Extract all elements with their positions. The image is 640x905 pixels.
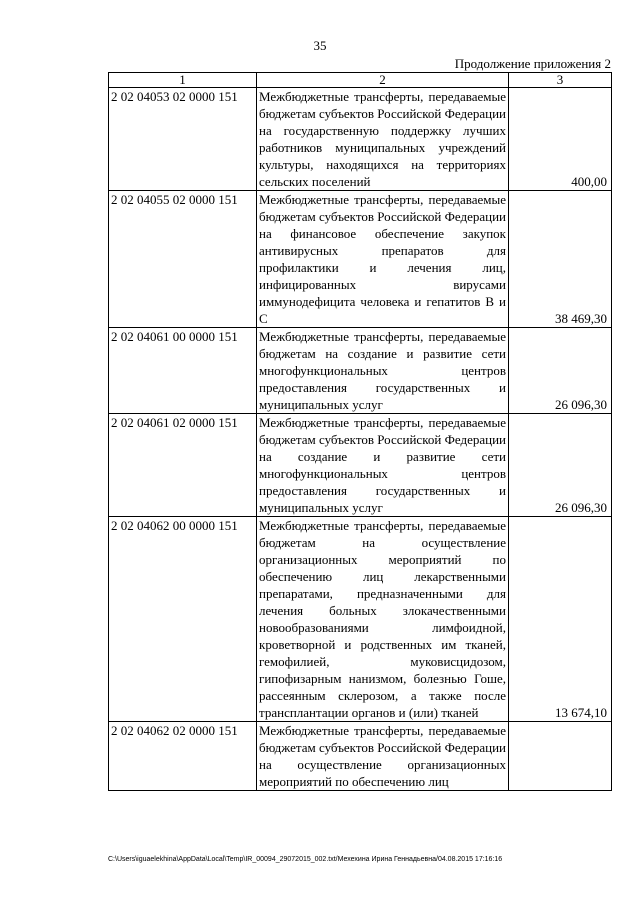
row-code: 2 02 04055 02 0000 151	[109, 191, 257, 328]
row-description: Межбюджетные трансферты, передаваемые бюджетам субъектов Российской Федерации на государственную поддержку лучших работников муниципальных учреждений культуры, находящихся на территориях сельских поселений	[257, 88, 509, 191]
table-row	[109, 191, 612, 328]
row-code: 2 02 04061 02 0000 151	[109, 414, 257, 517]
footer-file-path: C:\Users\iguaelekhina\AppData\Local\Temp\IR_00094_29072015_002.txt/Мехехина Ирина Геннадьевна/04.08.2015 17:16:16	[108, 856, 503, 863]
table-row	[109, 414, 612, 517]
column-header-amount: 3	[509, 73, 612, 88]
row-description: Межбюджетные трансферты, передаваемые бюджетам субъектов Российской Федерации на осуществление организационных мероприятий по обеспечению лиц	[257, 722, 509, 791]
row-amount: 13 674,10	[509, 517, 612, 722]
table-header-row	[109, 73, 612, 88]
page-number: 35	[313, 38, 327, 53]
row-amount: 26 096,30	[509, 414, 612, 517]
row-amount: 400,00	[509, 88, 612, 191]
continuation-label: Продолжение приложения 2	[454, 56, 611, 71]
table-row	[109, 88, 612, 191]
revenue-table	[108, 72, 612, 791]
row-description: Межбюджетные трансферты, передаваемые бюджетам на осуществление организационных мероприятий по обеспечению лиц лекарственными препаратами, предназначенными для лечения больных злокачественными новообразованиями лимфоидной, кроветворной и родственных им тканей, гемофилией, муковисцидозом, гипофизарным нанизмом, болезнью Гоше, рассеянным склерозом, а также после трансплантации органов и (или) тканей	[257, 517, 509, 722]
row-code: 2 02 04053 02 0000 151	[109, 88, 257, 191]
row-description: Межбюджетные трансферты, передаваемые бюджетам на создание и развитие сети многофункциональных центров предоставления государственных и муниципальных услуг	[257, 328, 509, 414]
row-description: Межбюджетные трансферты, передаваемые бюджетам субъектов Российской Федерации на создание и развитие сети многофункциональных центров предоставления государственных и муниципальных услуг	[257, 414, 509, 517]
table-row	[109, 328, 612, 414]
column-header-code: 1	[109, 73, 257, 88]
row-code: 2 02 04062 02 0000 151	[109, 722, 257, 791]
column-header-description: 2	[257, 73, 509, 88]
row-code: 2 02 04062 00 0000 151	[109, 517, 257, 722]
row-amount	[509, 722, 612, 791]
table-row	[109, 517, 612, 722]
row-amount: 38 469,30	[509, 191, 612, 328]
table-row	[109, 722, 612, 791]
row-description: Межбюджетные трансферты, передаваемые бюджетам субъектов Российской Федерации на финансовое обеспечение закупок антивирусных препаратов для профилактики и лечения лиц, инфицированных вирусами иммунодефицита человека и гепатитов В и С	[257, 191, 509, 328]
row-code: 2 02 04061 00 0000 151	[109, 328, 257, 414]
row-amount: 26 096,30	[509, 328, 612, 414]
